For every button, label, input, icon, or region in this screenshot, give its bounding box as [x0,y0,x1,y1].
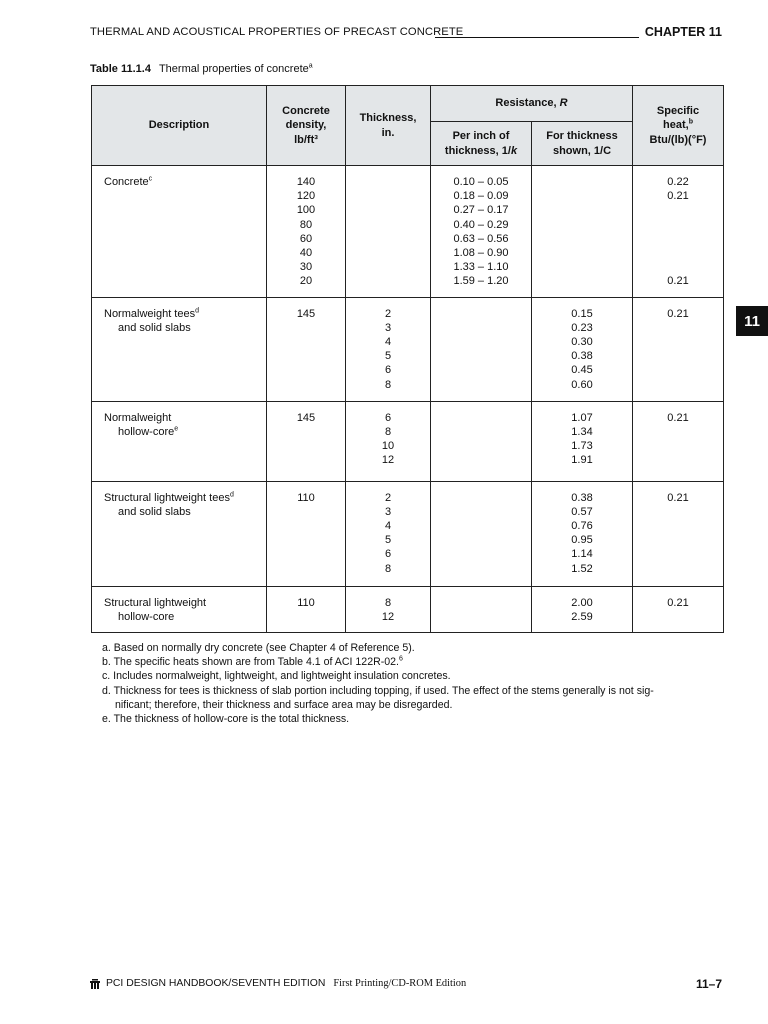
cell-value: 2.59 [571,610,593,623]
page-number: 11–7 [695,977,722,991]
density-cell [267,481,346,586]
footnote-c: c. Includes normalweight, lightweight, and lightweight insulation concretes. [102,670,451,683]
density-cell [267,401,346,481]
thermal-properties-table [91,85,724,633]
page-header [90,24,722,40]
cell-value: 5 [384,350,392,363]
table-caption [90,63,313,75]
table-row [92,586,724,632]
cell-value: 1.08 – 0.90 [453,247,509,260]
header-rule [435,37,639,38]
footer-subtitle: First Printing/CD-ROM Edition [333,978,467,989]
specific-heat-cell [633,401,724,481]
cell-value: 145 [296,411,316,424]
cell-value: 0.60 [571,378,593,391]
footnote-b: b. The specific heats shown are from Table 4.1 of ACI 122R-02.$^6$ [102,655,403,669]
cell-value: 145 [296,307,316,320]
cell-value: 8 [384,425,392,438]
row-description: Structural lightweight tees$^d$ and solid slabs [92,481,267,586]
page-footer [90,978,722,992]
cell-value: 5 [384,534,392,547]
chapter-side-tab[interactable]: 11 [736,306,768,336]
cell-value: 0.18 – 0.09 [453,190,509,203]
cell-value: 4 [384,520,392,533]
cell-value: 0.23 [571,321,593,334]
table-number: Table 11.1.4 [90,63,151,75]
table-row [92,297,724,401]
cell-value: 2 [384,307,392,320]
for-thickness-cell [532,401,633,481]
cell-value: 8 [384,596,392,609]
cell-value: 1.59 – 1.20 [453,275,509,288]
cell-value: 6 [384,411,392,424]
cell-value: 20 [299,275,313,288]
thickness-cell [346,586,431,632]
cell-value: 0.95 [571,534,593,547]
thickness-cell [346,166,431,298]
density-cell [267,297,346,401]
footnote-d: d. Thickness for tees is thickness of slab portion including topping, if used. The effect of the stems generally is not sig- [102,684,654,697]
thickness-cell [346,297,431,401]
cell-value: 0.27 – 0.17 [453,204,509,217]
cell-value: 30 [299,261,313,274]
specific-heat-cell [633,481,724,586]
header-specific-heat: Specific heat,$^b$ Btu/(lb)(°F) [633,86,724,166]
row-description: Normalweight tees$^d$ and solid slabs [92,297,267,401]
cell-value: 0.15 [571,307,593,320]
cell-value: 1.34 [571,425,593,438]
per-inch-cell [431,401,532,481]
for-thickness-cell [532,166,633,298]
footnote-d-continued: nificant; therefore, their thickness and surface area may be disregarded. [115,698,453,711]
for-thickness-cell [532,297,633,401]
row-description: Concrete$^c$ [92,166,267,298]
header-thickness: Thickness, in. [346,86,431,166]
header-per-inch: Per inch of thickness, 1/k [431,122,532,166]
specific-heat-cell [633,297,724,401]
table-footnotes [103,641,713,726]
cell-value: 1.07 [571,411,593,424]
cell-value: 0.63 – 0.56 [453,232,509,245]
per-inch-cell [431,166,532,298]
cell-value: 0.38 [571,350,593,363]
per-inch-cell [431,297,532,401]
specific-heat-cell: 0.22 0.21 0.21 [633,166,724,298]
header-density: Concrete density, lb/ft³ [267,86,346,166]
per-inch-cell [431,481,532,586]
cell-value: 2 [384,491,392,504]
cell-value: 40 [299,247,313,260]
cell-value: 60 [299,232,313,245]
cell-value: 12 [381,610,395,623]
thickness-cell [346,481,431,586]
cell-value: 0.10 – 0.05 [453,176,509,188]
cell-value: 0.21 [667,307,689,320]
row-description: Structural lightweight hollow-core [92,586,267,632]
per-inch-cell [431,586,532,632]
header-description: Description [92,86,267,166]
density-cell [267,166,346,298]
cell-value: 0.21 [667,411,689,424]
cell-value: 140 [296,176,316,188]
cell-value: 1.73 [571,440,593,453]
row-description: Normalweight hollow-core$^e$ [92,401,267,481]
cell-value: 0.57 [571,505,593,518]
cell-value: 1.52 [571,562,593,575]
cell-value: 8 [384,378,392,391]
specific-heat-cell [633,586,724,632]
table-row [92,481,724,586]
header-for-thickness: For thickness shown, 1/C [532,122,633,166]
cell-value: 1.91 [571,454,593,467]
cell-value: 6 [384,548,392,561]
cell-value: 100 [296,204,316,217]
cell-value: 1.33 – 1.10 [453,261,509,274]
cell-value: 6 [384,364,392,377]
cell-value: 110 [297,596,315,609]
footnote-a: a. Based on normally dry concrete (see Chapter 4 of Reference 5). [102,642,415,654]
table-row [92,166,724,298]
density-cell [267,586,346,632]
cell-value: 110 [297,491,315,504]
cell-value: 4 [384,336,392,349]
for-thickness-cell [532,481,633,586]
thickness-cell [346,401,431,481]
cell-value: 0.76 [571,520,593,533]
cell-value: 120 [296,190,316,203]
running-header-title: THERMAL AND ACOUSTICAL PROPERTIES OF PRECAST CONCRETE [90,26,464,38]
pci-logo-icon [90,979,100,989]
caption-footnote-mark: a [308,62,313,70]
cell-value: 1.14 [571,548,593,561]
cell-value: 3 [384,505,392,518]
table-row [92,401,724,481]
chapter-label: CHAPTER 11 [644,25,722,39]
cell-value: 0.38 [571,491,593,504]
cell-value: 10 [381,440,395,453]
header-resistance: Resistance, R [431,86,633,122]
cell-value: 2.00 [571,596,593,609]
cell-value: 0.30 [571,336,593,349]
for-thickness-cell [532,586,633,632]
footnote-e: e. The thickness of hollow-core is the total thickness. [102,713,350,726]
cell-value: 0.40 – 0.29 [453,218,509,231]
table-caption-text: Thermal properties of concrete [158,63,309,75]
cell-value: 0.45 [571,364,593,377]
cell-value: 80 [299,218,313,231]
cell-value: 0.21 [667,596,689,609]
cell-value: 3 [384,321,392,334]
cell-value: 0.21 [667,491,689,504]
cell-value: 12 [381,454,395,467]
cell-value: 8 [384,562,392,575]
footer-title: PCI DESIGN HANDBOOK/SEVENTH EDITION First Printing/CD-ROM Edition [106,978,467,989]
